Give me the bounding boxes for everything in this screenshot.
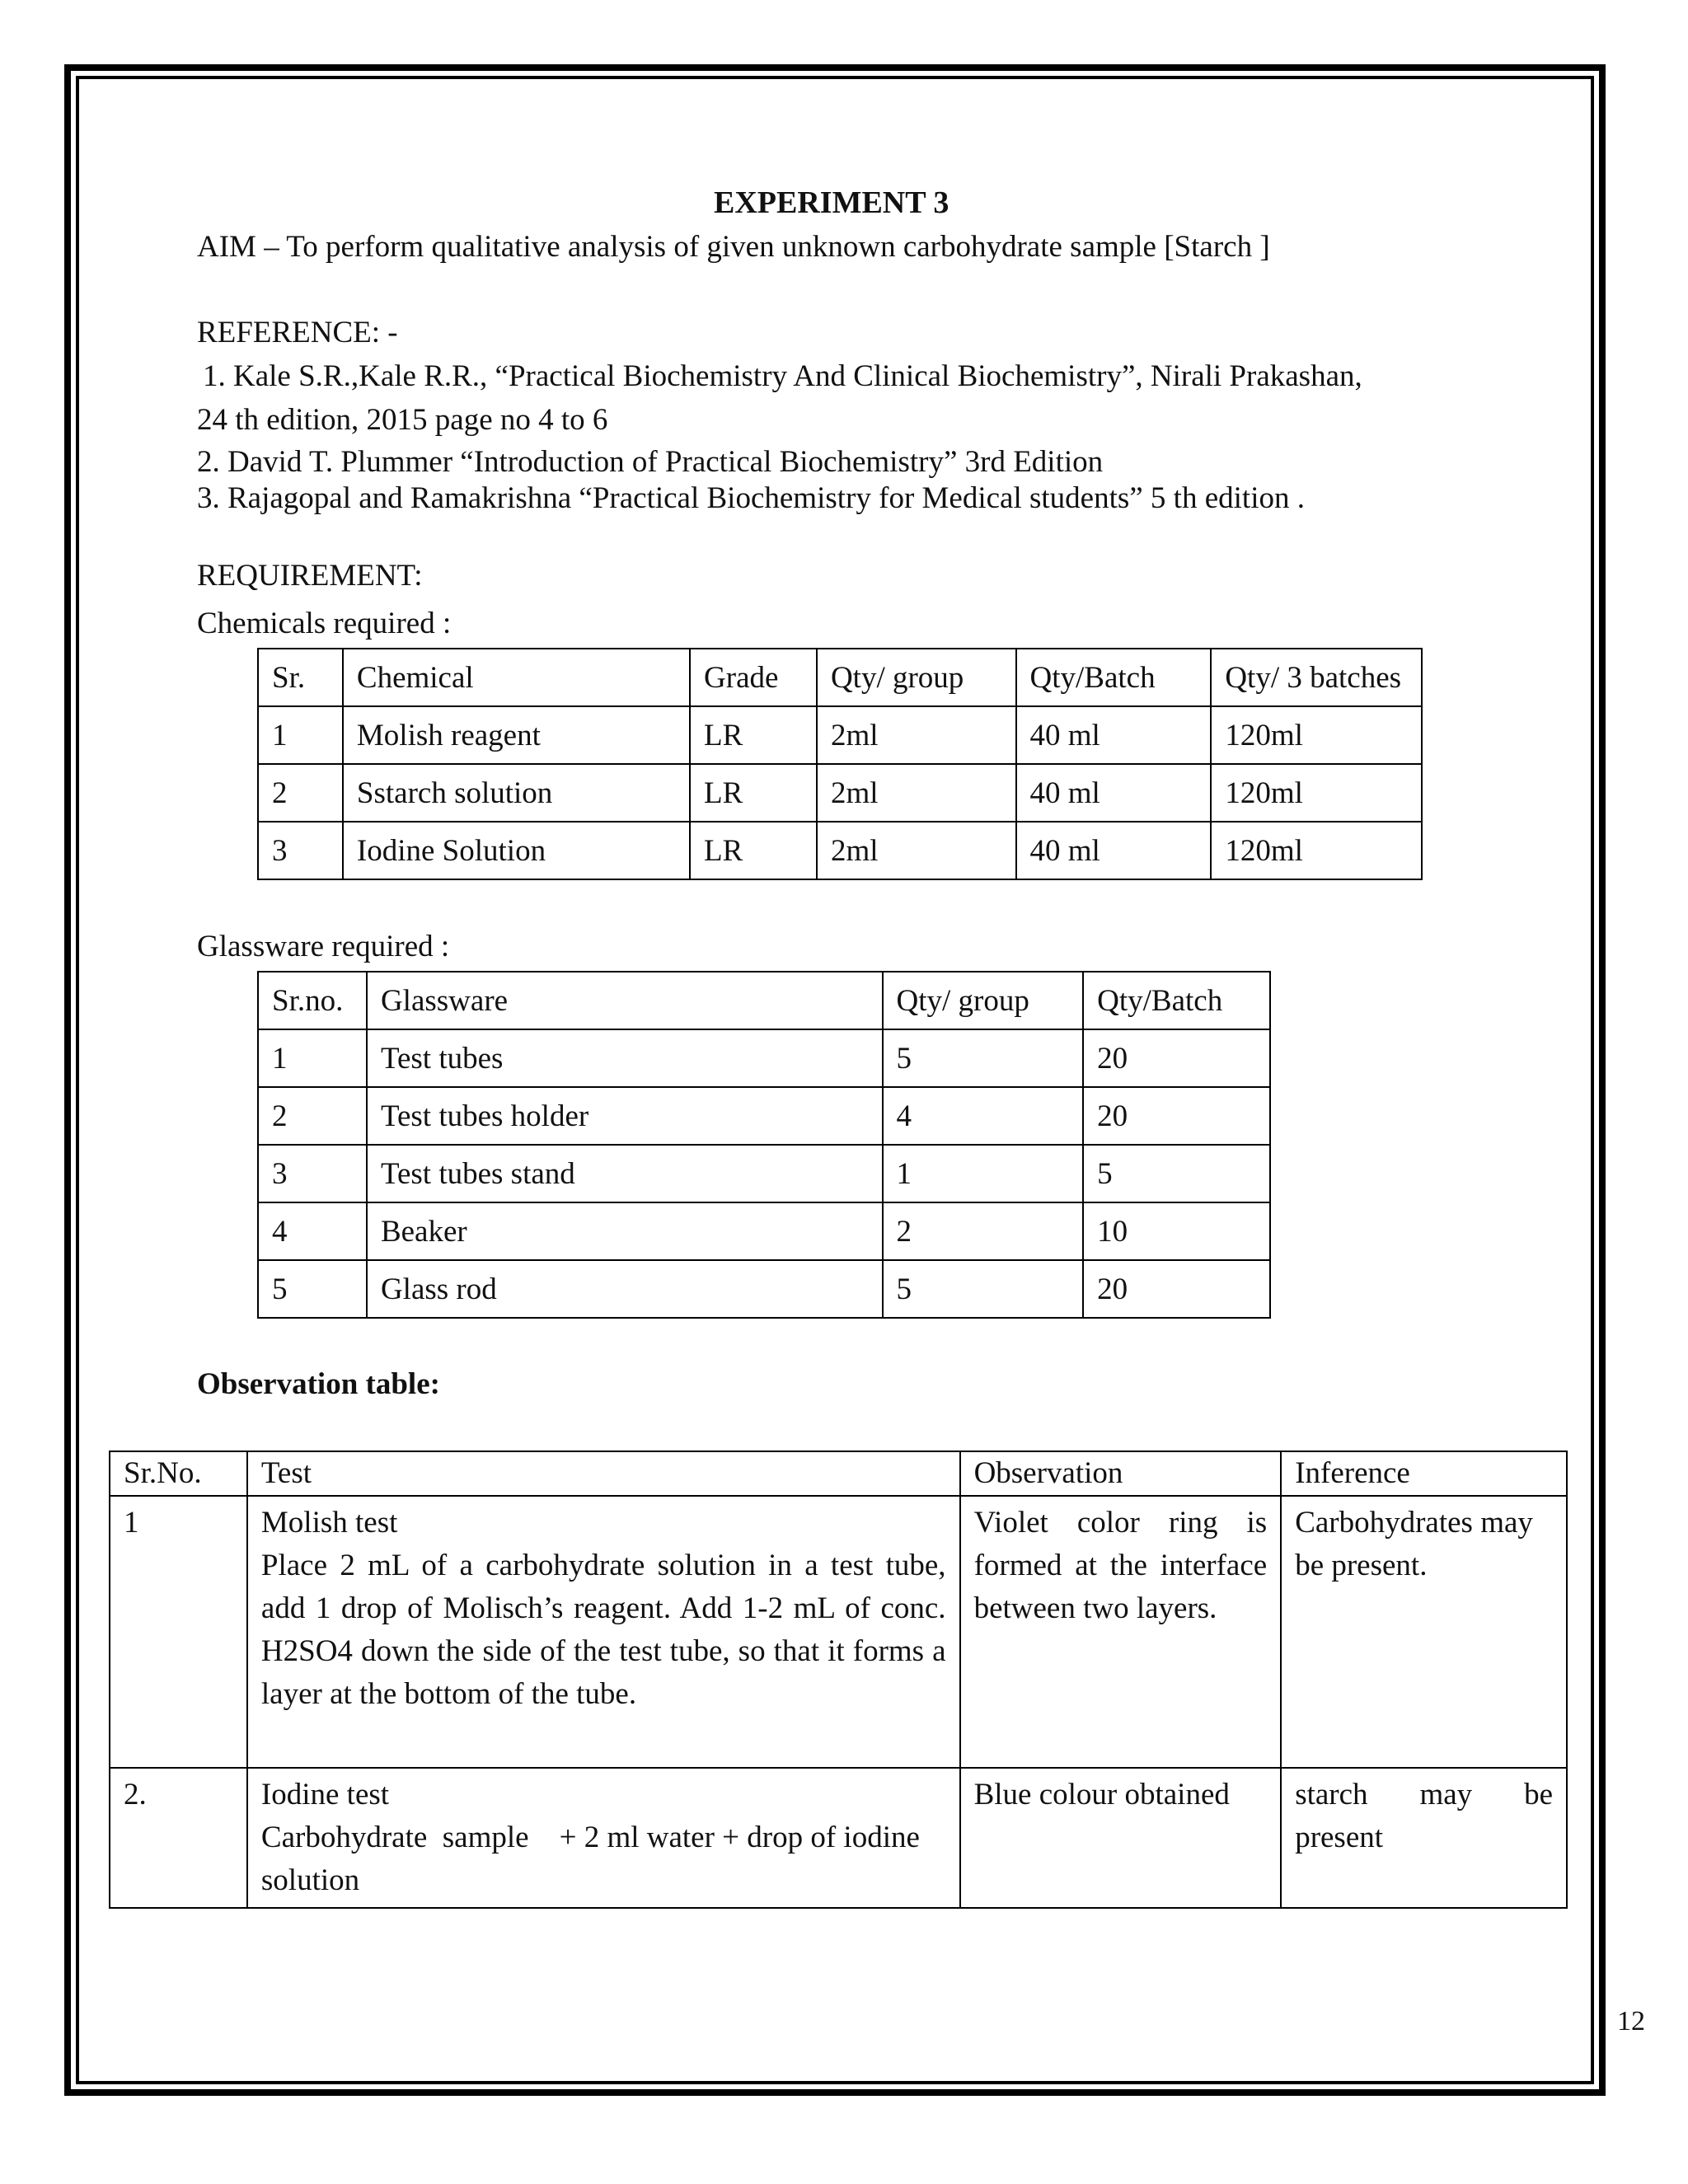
- cell: 20: [1083, 1029, 1270, 1087]
- cell: 4: [258, 1202, 367, 1260]
- cell: LR: [690, 764, 817, 822]
- glassware-table: [257, 971, 1271, 1319]
- col-header: Qty/ 3 batches: [1211, 649, 1422, 706]
- col-header: Qty/ group: [883, 972, 1084, 1029]
- col-header: Qty/Batch: [1083, 972, 1270, 1029]
- table-row: [258, 1145, 1270, 1202]
- cell: 1: [883, 1145, 1084, 1202]
- table-row: [110, 1496, 1567, 1768]
- col-header: Test: [247, 1451, 960, 1496]
- page-number: 12: [1617, 2006, 1645, 2036]
- table-row: [258, 822, 1422, 879]
- table-row: [258, 1087, 1270, 1145]
- observation-table: [109, 1451, 1568, 1909]
- observation-cell: Violet color ring is formed at the interface between two layers.: [960, 1496, 1282, 1768]
- test-name: Iodine test: [260, 1778, 390, 1811]
- cell: 1: [258, 706, 343, 764]
- col-header: Glassware: [367, 972, 883, 1029]
- table-row: [258, 1202, 1270, 1260]
- cell: 1: [258, 1029, 367, 1087]
- observation-heading: Observation table:: [197, 1367, 440, 1401]
- cell: Iodine Solution: [343, 822, 690, 879]
- aim-text: AIM – To perform qualitative analysis of given unknown carbohydrate sample [Starch ]: [197, 230, 1270, 264]
- col-header: Qty/ group: [817, 649, 1016, 706]
- sr-cell: 2.: [110, 1768, 247, 1908]
- cell: LR: [690, 822, 817, 879]
- col-header: Sr.No.: [110, 1451, 247, 1496]
- cell: Beaker: [367, 1202, 883, 1260]
- reference-line-4: 3. Rajagopal and Ramakrishna “Practical Biochemistry for Medical students” 5 th edition .: [197, 481, 1305, 515]
- cell: 120ml: [1211, 764, 1422, 822]
- test-cell: [247, 1768, 960, 1908]
- cell: Molish reagent: [343, 706, 690, 764]
- cell: Glass rod: [367, 1260, 883, 1318]
- reference-line-3: 2. David T. Plummer “Introduction of Practical Biochemistry” 3rd Edition: [197, 445, 1104, 479]
- reference-heading: REFERENCE: -: [197, 316, 398, 349]
- table-row: [258, 1260, 1270, 1318]
- test-cell: [247, 1496, 960, 1768]
- chemicals-label: Chemicals required :: [197, 607, 452, 640]
- requirement-heading: REQUIREMENT:: [197, 559, 423, 593]
- cell: LR: [690, 706, 817, 764]
- glassware-header-row: [258, 972, 1270, 1029]
- reference-line-1: 1. Kale S.R.,Kale R.R., “Practical Biochemistry And Clinical Biochemistry”, Nirali Prakashan,: [203, 359, 1362, 393]
- col-header: Observation: [960, 1451, 1282, 1496]
- cell: 5: [1083, 1145, 1270, 1202]
- cell: 10: [1083, 1202, 1270, 1260]
- cell: 2ml: [817, 822, 1016, 879]
- col-header: Inference: [1281, 1451, 1567, 1496]
- cell: 2ml: [817, 706, 1016, 764]
- glassware-label: Glassware required :: [197, 930, 450, 963]
- cell: 20: [1083, 1260, 1270, 1318]
- col-header: Chemical: [343, 649, 690, 706]
- chemicals-header-row: [258, 649, 1422, 706]
- cell: 5: [258, 1260, 367, 1318]
- col-header: Sr.: [258, 649, 343, 706]
- cell: 2: [258, 764, 343, 822]
- cell: Sstarch solution: [343, 764, 690, 822]
- cell: 2ml: [817, 764, 1016, 822]
- sr-cell: 1: [110, 1496, 247, 1768]
- reference-line-2: 24 th edition, 2015 page no 4 to 6: [197, 403, 608, 437]
- cell: 5: [883, 1029, 1084, 1087]
- chemicals-table: [257, 648, 1423, 880]
- cell: 20: [1083, 1087, 1270, 1145]
- table-row: [258, 764, 1422, 822]
- col-header: Sr.no.: [258, 972, 367, 1029]
- experiment-title: EXPERIMENT 3: [714, 185, 950, 220]
- inference-cell: Carbohydrates may be present.: [1281, 1496, 1567, 1768]
- observation-cell: Blue colour obtained: [960, 1768, 1282, 1908]
- col-header: Qty/Batch: [1016, 649, 1212, 706]
- cell: Test tubes stand: [367, 1145, 883, 1202]
- test-procedure: Place 2 mL of a carbohydrate solution in a test tube, add 1 drop of Molisch’s reagent. Add 1-2 mL of conc. H2SO4 down the side of the test tube, so that it forms a layer at the bottom of the tube.: [260, 1549, 946, 1711]
- inference-cell: starch may be present: [1281, 1768, 1567, 1908]
- cell: 2: [883, 1202, 1084, 1260]
- test-procedure: Carbohydrate sample + 2 ml water + drop of iodine solution: [260, 1821, 928, 1897]
- cell: 3: [258, 1145, 367, 1202]
- cell: 5: [883, 1260, 1084, 1318]
- table-row: [258, 1029, 1270, 1087]
- col-header: Grade: [690, 649, 817, 706]
- test-name: Molish test: [260, 1506, 398, 1540]
- cell: 120ml: [1211, 822, 1422, 879]
- cell: 120ml: [1211, 706, 1422, 764]
- cell: Test tubes holder: [367, 1087, 883, 1145]
- cell: 4: [883, 1087, 1084, 1145]
- cell: 2: [258, 1087, 367, 1145]
- observation-header-row: [110, 1451, 1567, 1496]
- table-row: [258, 706, 1422, 764]
- cell: Test tubes: [367, 1029, 883, 1087]
- table-row: [110, 1768, 1567, 1908]
- cell: 40 ml: [1016, 822, 1212, 879]
- cell: 40 ml: [1016, 764, 1212, 822]
- cell: 40 ml: [1016, 706, 1212, 764]
- cell: 3: [258, 822, 343, 879]
